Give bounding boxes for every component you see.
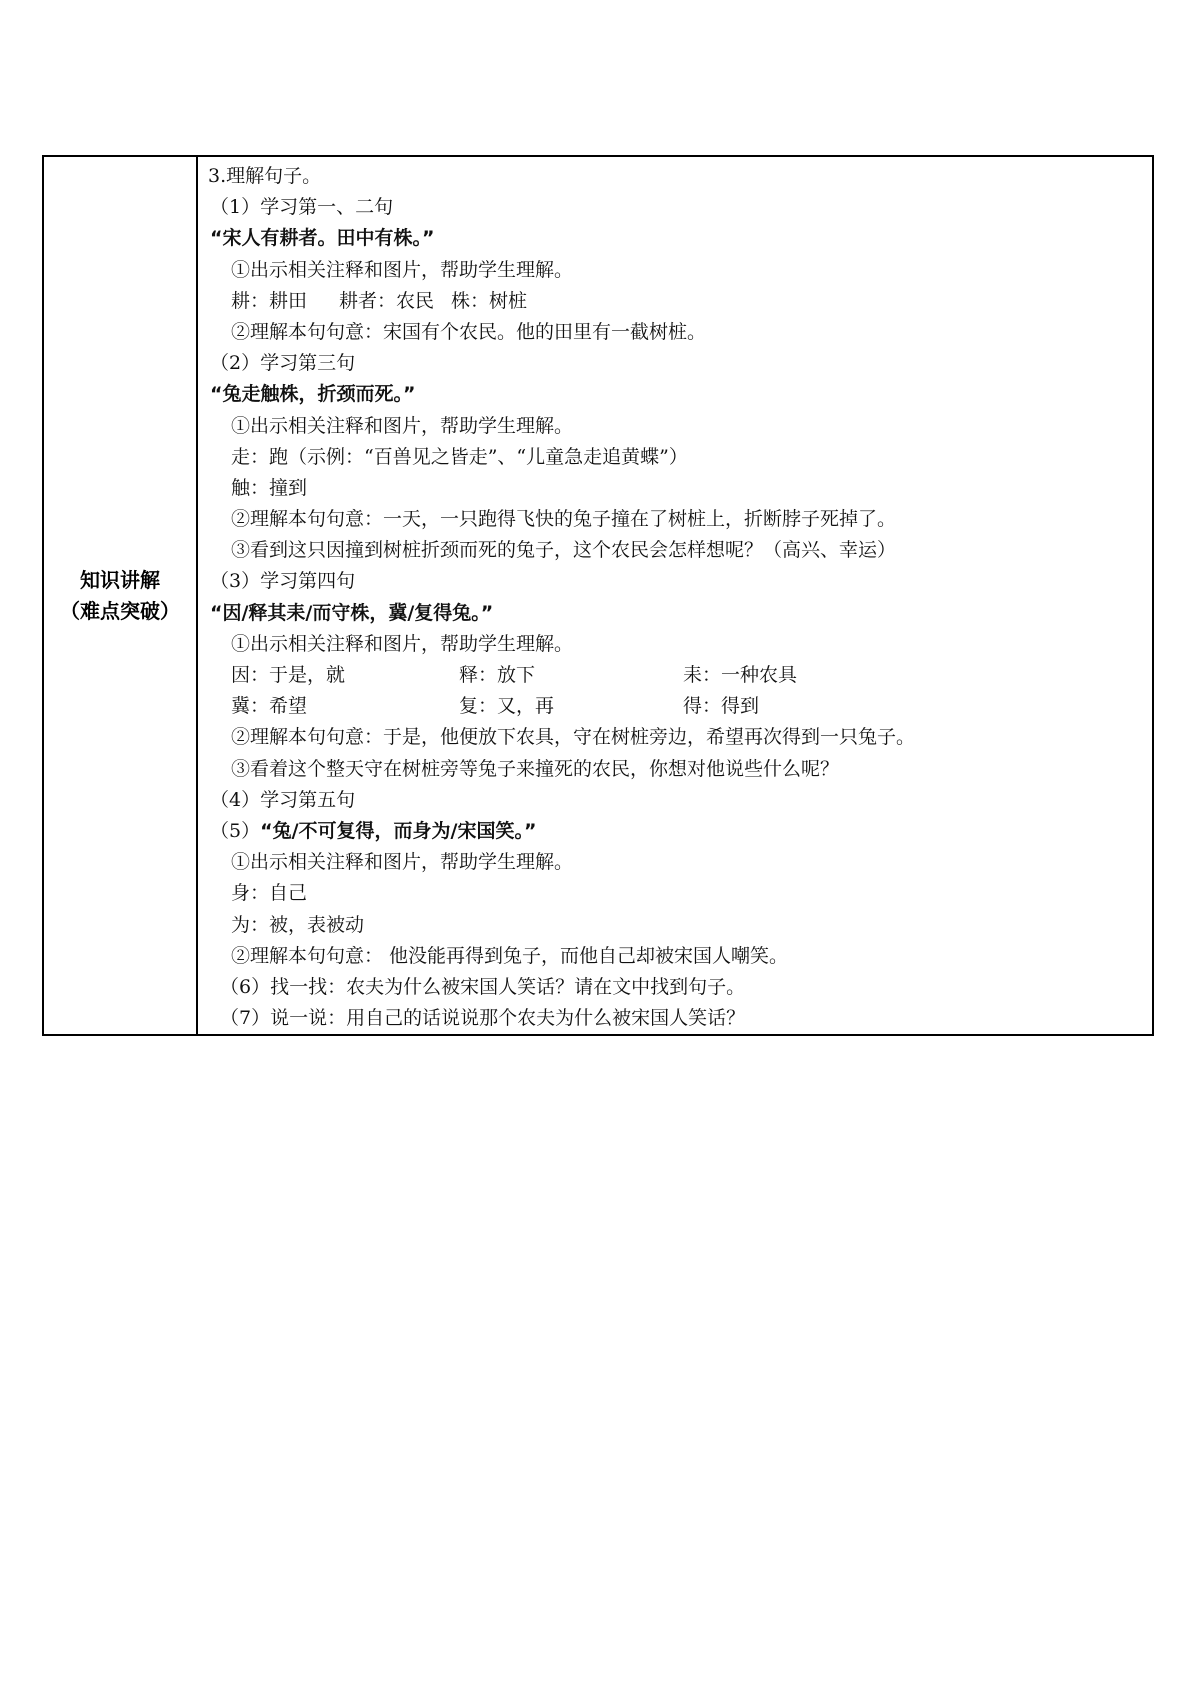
part3-step3: ③看着这个整天守在树桩旁等兔子来撞死的农民，你想对他说些什么呢？ — [231, 757, 840, 780]
part1-step1: ①出示相关注释和图片，帮助学生理解。 — [231, 258, 574, 281]
def-item: 耕者：农民 — [339, 289, 435, 312]
part3-defs-row2 — [198, 691, 1152, 722]
content-heading: 3.理解句子。 — [208, 165, 322, 187]
def-item: 复：又，再 — [459, 695, 555, 718]
def-item: 冀：希望 — [231, 695, 308, 718]
table-row — [43, 156, 1153, 1035]
part4-def2: 为：被，表被动 — [231, 913, 365, 936]
def-item: 得：得到 — [683, 695, 760, 718]
part6-text: （6）找一找：农夫为什么被宋国人笑话？请在文中找到句子。 — [220, 975, 746, 998]
part4-title: （4）学习第五句 — [210, 788, 356, 811]
content-body — [198, 157, 1152, 1034]
def-item: 耒：一种农具 — [683, 664, 798, 686]
content-cell — [197, 156, 1153, 1035]
section-label-line2: （难点突破） — [60, 598, 180, 623]
part2-step2: ②理解本句句意：一天，一只跑得飞快的兔子撞在了树桩上，折断脖子死掉了。 — [231, 508, 897, 531]
def-item: 释：放下 — [459, 664, 536, 686]
part1-defs — [198, 286, 1152, 317]
part4-step2: ②理解本句句意： 他没能再得到兔子，而他自己却被宋国人嘲笑。 — [231, 944, 789, 967]
part2-def1: 走：跑（示例：“百兽见之皆走”、“儿童急走追黄蝶”） — [231, 445, 688, 468]
part3-title: （3）学习第四句 — [210, 570, 356, 593]
part1-step2: ②理解本句句意：宋国有个农民。他的田里有一截树桩。 — [231, 320, 707, 343]
def-item: 耕：耕田 — [231, 289, 308, 312]
part2-title: （2）学习第三句 — [210, 352, 356, 375]
part4-def1: 身：自己 — [231, 882, 308, 905]
section-label — [44, 565, 196, 627]
def-item: 因：于是，就 — [231, 664, 346, 686]
part3-step2: ②理解本句句意：于是，他便放下农具，守在树桩旁边，希望再次得到一只兔子。 — [231, 726, 916, 749]
part2-step3: ③看到这只因撞到树桩折颈而死的兔子，这个农民会怎样想呢？（高兴、幸运） — [231, 539, 897, 562]
part2-quote: “兔走触株，折颈而死。” — [210, 383, 416, 406]
part7-text: （7）说一说：用自己的话说说那个农夫为什么被宋国人笑话？ — [220, 1007, 746, 1030]
part3-quote: “因/释其耒/而守株，冀/复得兔。” — [210, 601, 494, 624]
part4-step1: ①出示相关注释和图片，帮助学生理解。 — [231, 851, 574, 874]
part1-quote: “宋人有耕者。田中有株。” — [210, 227, 435, 250]
section-label-line1: 知识讲解 — [80, 567, 160, 592]
section-label-cell — [43, 156, 197, 1035]
part2-def2: 触：撞到 — [231, 476, 308, 499]
part3-step1: ①出示相关注释和图片，帮助学生理解。 — [231, 632, 574, 655]
part4-quote-line — [198, 816, 1152, 847]
part4-quote-prefix: （5） — [210, 819, 261, 842]
part3-defs-row1 — [198, 660, 1152, 691]
lesson-table — [42, 155, 1154, 1036]
part4-quote: “兔/不可复得，而身为/宋国笑。” — [260, 819, 537, 842]
part2-step1: ①出示相关注释和图片，帮助学生理解。 — [231, 414, 574, 437]
def-item: 株：树桩 — [451, 289, 528, 312]
part1-title: （1）学习第一、二句 — [210, 196, 394, 219]
